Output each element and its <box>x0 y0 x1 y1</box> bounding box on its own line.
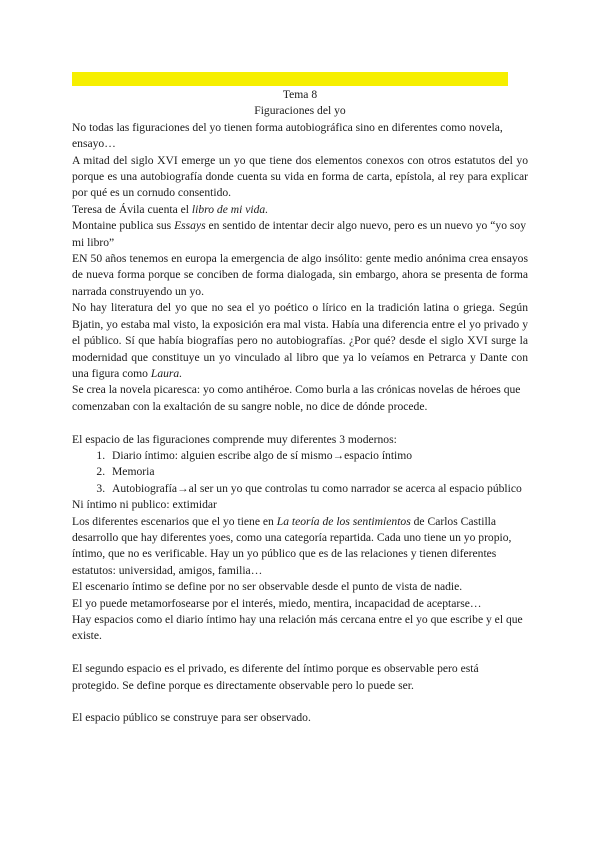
paragraph-15: El espacio público se construye para ser observado. <box>72 711 311 725</box>
paragraph-9: Ni íntimo ni publico: extimidar <box>72 498 217 512</box>
topic-heading: Tema 8 <box>282 88 318 101</box>
paragraph-14: El segundo espacio es el privado, es diferente del íntimo porque es observable pero está protegido. Se define porque es directamente observable pero lo puede ser. <box>72 662 479 692</box>
paragraph-10: Los diferentes escenarios que el yo tiene en La teoría de los sentimientos de Carlos Castilla desarrollo que hay diferentes yoes, como una categoría repartida. Cada uno tiene un yo propio, íntimo, que no es verificable. Hay un yo público que es de las relaciones y tienen diferentes estatutos: universidad, amigos, familia… <box>72 514 512 577</box>
paragraph-7: Se crea la novela picaresca: yo como antihéroe. Como burla a las crónicas novelas de héroes que comenzaban con la exaltación de su sangre noble, no dice de dónde procede. <box>72 383 521 413</box>
list-item: 3. Autobiografía→al ser un yo que controlas tu como narrador se acerca al espacio público <box>108 481 528 497</box>
paragraph-8: El espacio de las figuraciones comprende muy diferentes 3 modernos: <box>72 432 397 446</box>
paragraph-4: Montaine publica sus Essays en sentido de intentar decir algo nuevo, pero es un nuevo yo “yo soy mi libro” <box>72 219 526 249</box>
paragraph-12: El yo puede metamorfosearse por el interés, miedo, mentira, incapacidad de aceptarse… <box>72 596 482 610</box>
paragraph-2: A mitad del siglo XVI emerge un yo que tiene dos elementos conexos con otros estatutos del yo porque es una autobiografía donde cuenta su vida en forma de carta, epístola, al rey para explicar por qué es un cornudo consentido. <box>72 153 528 200</box>
numbered-list <box>72 448 528 497</box>
paragraph-5: EN 50 años tenemos en europa la emergencia de algo insólito: gente medio anónima crea ensayos de nueva forma porque se conciben de forma dialogada, sin embargo, ahora se presenta de forma narrada construyendo un yo. <box>72 252 528 298</box>
highlight-bar <box>72 72 508 86</box>
paragraph-13: Hay espacios como el diario íntimo hay una relación más cercana entre el yo que escribe y el que existe. <box>72 612 523 643</box>
paragraph-3: Teresa de Ávila cuenta el libro de mi vida. <box>72 202 269 216</box>
page-title: Figuraciones del yo <box>254 104 346 118</box>
list-item: 2. Memoria <box>108 464 528 480</box>
spacer <box>72 645 528 661</box>
paragraph-6: No hay literatura del yo que no sea el yo poético o lírico en la tradición latina o griega. Según Bjatin, yo estaba mal visto, la exposición era mal vista. Había una diferencia entre el yo privado y el público. Sí que había biografías pero no autobiografías. ¿Por qué? desde el siglo XVI surge la modernidad que constituye un yo vinculado al libro que ya lo veíamos en Petrarca y Dante con una figura como Laura. <box>72 301 528 380</box>
spacer <box>72 415 528 431</box>
document-body <box>72 87 528 727</box>
list-item: 1. Diario íntimo: alguien escribe algo de sí mismo→espacio íntimo <box>108 448 528 464</box>
spacer <box>72 694 528 710</box>
paragraph-11: El escenario íntimo se define por no ser observable desde el punto de vista de nadie. <box>72 580 463 594</box>
paragraph-1: No todas las figuraciones del yo tienen forma autobiográfica sino en diferentes como novela, ensayo… <box>72 120 503 151</box>
